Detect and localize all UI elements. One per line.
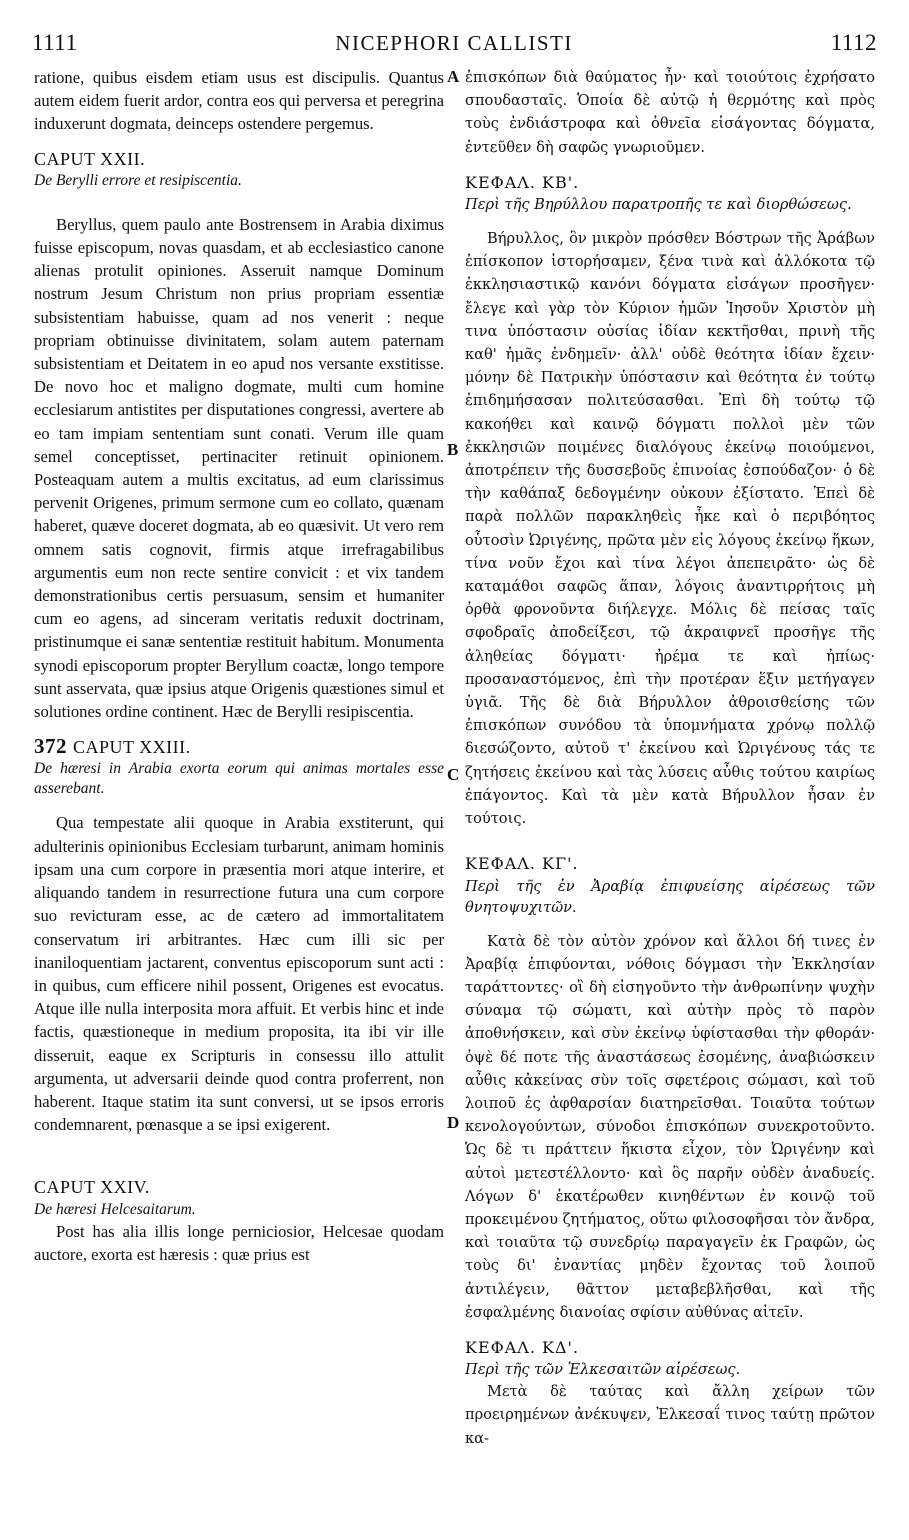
latin-caput-22-subtitle: De Berylli errore et resipiscentia.	[34, 171, 242, 189]
latin-caput-24-title: CAPUT XXIV.	[34, 1177, 150, 1198]
greek-kephalaion-23-title: ΚΕΦΑΛ. ΚΓ'.	[465, 854, 579, 874]
greek-kephalaion-24-subtitle: Περὶ τῆς τῶν Ἐλκεσαιτῶν αἱρέσεως.	[465, 1361, 741, 1379]
margin-marker-a: A	[447, 67, 460, 86]
latin-caput-22-text: Beryllus, quem paulo ante Bostrensem in Arabia diximus fuisse episcopum, novas quasdam, et ab ecclesiastico canone alienas protulit opiniones. Asseruit namque Dominum nostrum Jesum Christum non prius propriam essentiæ subsistentiam habuisse, quam ad nos venerit : neque propriam obtinuisse divinitatem, solam autem paternam subsistentiam et Deitatem in eo apud nos versante exstitisse. De novo hoc et maligno dogmate, multi cum homine ecclesiarum antistites per disputationes congressi, avertere ab eo tam impiam sententiam sunt conati. Verum ille quam semel conceptisset, pertinaciter retinuit opinionem. Posteaquam autem a multis excitatus, ad eum clarissimus pervenit Origenes, primum sermone cum eo collato, quænam haberet, quæve doceret dogmata, ab eo quæsivit. Ut vero rem omnem satis cognovit, firmis atque irrefragabilibus argumentis eum non recte sentire convicit : et vix tandem demonstrationibus certis persuasum, sensim et humaniter cum eo agens, ad sinceram veritatis reduxit doctrinam, pristinumque ei sanæ sententiæ restituit habitum. Monumenta synodi episcoporum propter Beryllum coactæ, longo tempore sunt asservata, quæ ipsius atque Origenis quæstiones simul et solutiones ordine continent. Hæc de Berylli resipiscentia.	[34, 214, 444, 722]
page-number-right: 1112	[830, 30, 877, 55]
greek-column	[465, 66, 875, 1532]
latin-caput-23-subtitle: De hæresi in Arabia exorta eorum qui animas mortales esse asserebant.	[34, 760, 444, 798]
running-title: NICEPHORI CALLISTI	[335, 31, 573, 55]
margin-marker-b: B	[447, 440, 459, 459]
greek-kephalaion-24-text: Μετὰ δὲ ταύτας καὶ ἄλλη χείρων τῶν προειρημένων ἀνέκυψεν, Ἐλκεσαΐ τινος ταύτῃ πρῶτον κα-	[465, 1383, 875, 1447]
greek-intro: ἐπισκόπων διὰ θαύματος ἦν· καὶ τοιούτοις ἐχρήσατο σπουδασταῖς. Ὁποία δὲ αὐτῷ ἡ θερμότης καὶ πρὸς τοὺς ἐνδιάστροφα καὶ ὀθνεῖα εἰσάγοντας δόγματα, ἐντεῦθεν δὴ σαφῶς γνωριοῦμεν.	[465, 69, 875, 156]
latin-caput-22-title: CAPUT XXII.	[34, 148, 146, 169]
greek-kephalaion-23-subtitle: Περὶ τῆς ἐν Ἀραβίᾳ ἐπιφυείσης αἱρέσεως τῶν θνητοψυχιτῶν.	[465, 877, 875, 916]
margin-marker-d: D	[447, 1113, 460, 1132]
greek-kephalaion-22-text: Βήρυλλος, ὃν μικρὸν πρόσθεν Βόστρων τῆς Ἀράβων ἐπίσκοπον ἱστορήσαμεν, ξένα τινὰ καὶ ἀλλόκοτα τῷ ἐκκλησιαστικῷ κανόνι δόγματα εἰσάγων προσῆγεν· ἔλεγε καὶ γὰρ τὸν Κύριον ἡμῶν Ἰησοῦν Χριστὸν μὴ τινα ὑπόστασιν οὐσίας ἰδίαν κεκτῆσθαι, πρινὴ τῆς καθ' ἡμᾶς ἐνδημεῖν· ἀλλ' οὐδὲ θεότητα ἰδίαν ἔχειν· μόνην δὲ Πατρικὴν ὑπόστασιν καὶ θεότητα ἐν τούτῳ ἐπιδημήσασαν πολιτεύσασθαι. Ἐπὶ δὴ τούτῳ τῷ κακοήθει καὶ καινῷ δόγματι πολλοὶ μὲν τῶν ἐκκλησιῶν ποιμένες διαλόγους ἐκείνῳ ποιούμενοι, ἀποτρέπειν τῆς δυσσεβοῦς ἐπινοίας ἐσπούδαζον· ὁ δὲ τὴν καθάπαξ δεδογμένην οὐκουν ἐξίστατο. Ἐπεὶ δὲ παρὰ πολλῶν παρακληθεὶς ἧκε καὶ ὁ περιβόητος οὗτοσὶν Ὠριγένης, πρῶτα μὲν εἰς λόγους ἐκείνῳ ἥκων, τίνα νοῦν ἔχοι καὶ τίνα λέγοι ἀπεπειρᾶτο· ὡς δὲ καταμάθοι σαφῶς ἅπαν, λόγοις ἀναντιρρήτοις μὴ ὀρθὰ φρονοῦντα διήλεγχε. Μόλις δὲ πείσας ταῖς σφοδραῖς ἀποδείξεσι, τῷ ἀκραιφνεῖ προσῆγε τῆς ἀληθείας δόγματι· ἠρέμα τε καὶ ἠπίως· προσαναστόμενος, ἐπὶ τὴν προτέραν ἕξιν μετήγαγεν ὑγιᾶ. Τῆς δὲ διὰ Βήρυλλον ἀθροισθείσης τῶν ἐπισκόπων συνόδου τὰ ὑπομνήματα χρόνῳ πολλῷ διεσώζοντο, αὐτοῦ τ' ἐκείνου καὶ Ὠριγένους τάς τε ζητήσεις ἐκείνου καὶ τὰς λύσεις αὖθις τούτου καιρίως ἐπάγοντος. Καὶ τὰ μὲν κατὰ Βήρυλλον ἦσαν ἐν τούτοις.	[465, 230, 875, 828]
greek-kephalaion-23-text: Κατὰ δὲ τὸν αὐτὸν χρόνον καὶ ἄλλοι δή τινες ἐν Ἀραβίᾳ ἐπιφύονται, νόθοις δόγμασι τὴν Ἐκκλησίαν ταράττοντες· οἳ δὴ εἰσηγοῦντο τὴν ἀνθρωπίνην ψυχὴν σύναμα τῷ σώματι, καὶ αὐτὴν πρὸς τὸ παρὸν ἀποθνήσκειν, καὶ σὺν ἐκείνῳ ὑφίστασθαι τὴν φθοράν· ὀψὲ δέ ποτε τῆς ἀναστάσεως ἐσομένης, ἀναβιώσκειν αὖθις κἀκείνας σὺν τοῖς σφετέροις σώμασι, καὶ τοῦ λοιποῦ ἐς ἀφθαρσίαν διατηρεῖσθαι. Τοιαῦτα τούτων κενολογούντων, σύνοδοι ἐπισκόπων συνεκροτοῦντο. Ὡς δὲ τι πράττειν ἥκιστα εἶχον, τὸν Ὠριγένην καὶ αὐτοὶ μετεστέλλοντο· καὶ ὃς παρῆν οὐδὲν ἀναδυείς. Λόγων δ' ἑκατέρωθεν κινηθέντων ἐν κοινῷ τοῦ προκειμένου ζητήματος, οὕτω φιλοσοφῆσαι τὸν ἄνδρα, καὶ τοιαῦτα τῷ συνεδρίῳ παραγαγεῖν ἐκ Γραφῶν, ὡς τοὺς δι' ἐναντίας μηδὲν ἔχοντας τοῦ λοιποῦ ἀντιλέγειν, θᾶττον μεταβεβλῆσθαι, καὶ τῆς ἐσφαλμένης διανοίας σφίσιν αὐθύνας αἰτεῖν.	[465, 932, 875, 1321]
page-number-left: 1111	[32, 30, 78, 55]
greek-kephalaion-24-title: ΚΕΦΑΛ. ΚΔ'.	[465, 1337, 580, 1357]
latin-caput-23-heading	[34, 735, 444, 759]
latin-caput-24-text: Post has alia illis longe perniciosior, Helcesae quodam auctore, exorta est hæresis : quæ prius est	[34, 1221, 444, 1264]
margin-marker-c: C	[447, 765, 460, 784]
greek-kephalaion-22-subtitle: Περὶ τῆς Βηρύλλου παρατροπῆς τε καὶ διορθώσεως.	[465, 196, 852, 214]
latin-column	[34, 66, 444, 1532]
greek-kephalaion-22-title: ΚΕΦΑΛ. ΚΒ'.	[465, 172, 580, 192]
latin-caput-23-title: CAPUT XXIII.	[73, 737, 191, 758]
latin-column-number: 372	[34, 734, 67, 759]
latin-caput-24-subtitle: De hæresi Helcesaitarum.	[34, 1200, 196, 1218]
latin-intro: ratione, quibus eisdem etiam usus est discipulis. Quantus autem eidem fuerit ardor, contra eos qui perversa et peregrina induxerunt dogmata, deinceps ostendere pergemus.	[34, 68, 444, 134]
latin-caput-23-text: Qua tempestate alii quoque in Arabia exstiterunt, qui adulterinis opinionibus Ecclesiam turbarunt, animam hominis ipsam una cum corpore in præsentia mori atque interire, et aliquando tandem in resurrectione futura una cum corpore suo revicturam esse, ac de cætero ad immortalitatem conservatum iri arbitrantes. Hæc cum illi sic per inanilоquentiam jactarent, conventus episcoporum sunt acti : in quibus, cum efficere nihil possent, Origenes est evocatus. Atque ille nulla interposita mora affuit. Et verbis hinc et inde factis, quæstioneque in medium proposita, ita ibi vir ille disseruit, eaque ex Scripturis in consessu illo attulit argumenta, ut adversarii deinde quod contra proferrent, non haberent. Itaque statim ita sunt conversi, ut se ipsos erroris condemnarent, pœnasque a se ipsi exigerent.	[34, 813, 444, 1135]
page-header	[32, 30, 877, 64]
